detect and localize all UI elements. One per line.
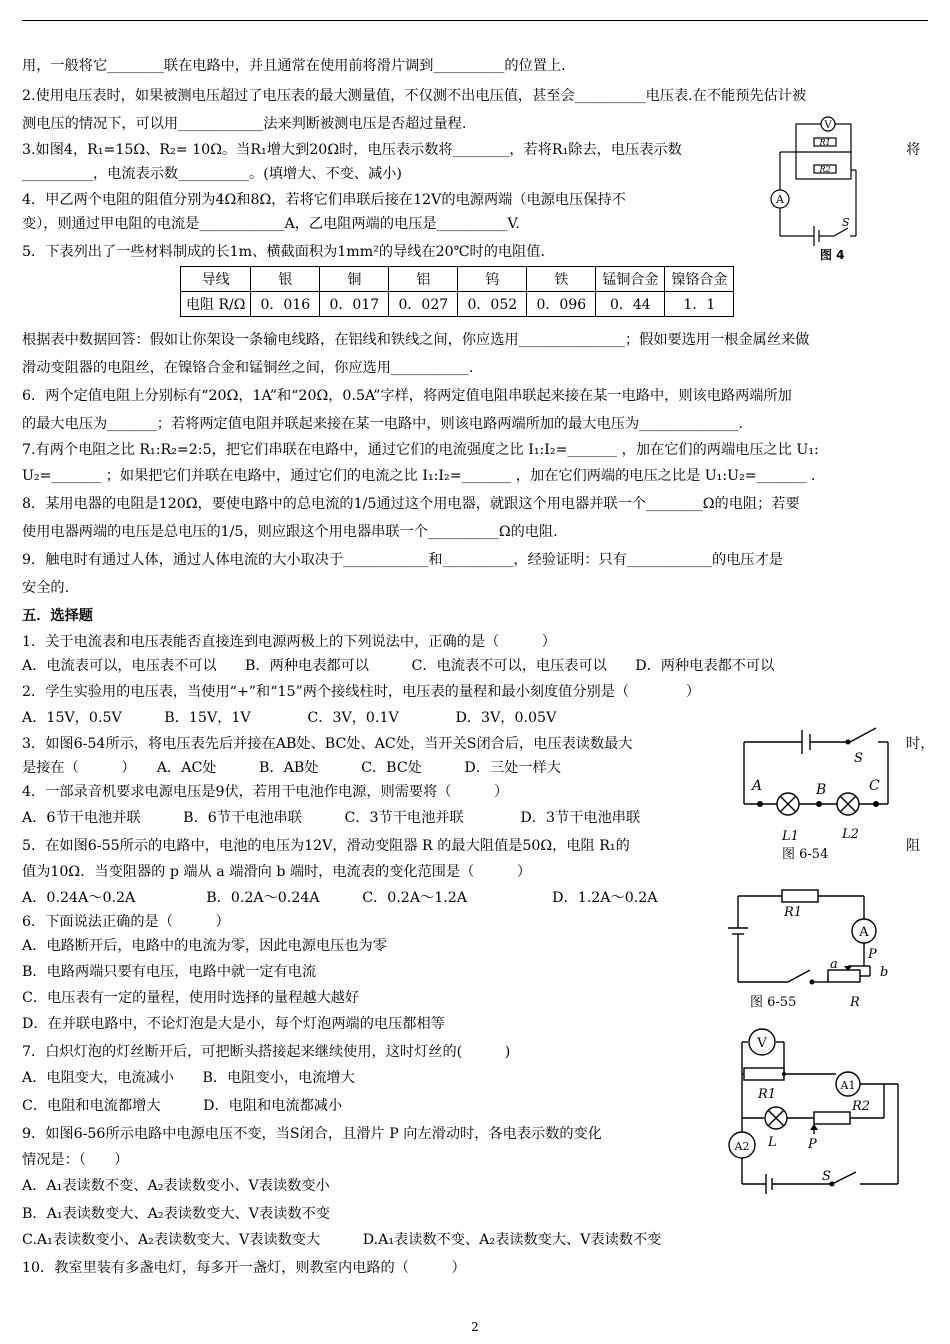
text-line: 9．触电时有通过人体，通过人体电流的大小取决于____________和__________，经验证明：只有____________的电压才是	[22, 552, 783, 568]
table-cell: 铝	[389, 267, 458, 292]
text-line: 安全的.	[22, 580, 70, 596]
end-a-label: a	[830, 957, 838, 972]
text-line: 3.如图4，R₁=15Ω、R₂= 10Ω。当R₁增大到20Ω时，电压表示数将________，若将R₁除去，电压表示数	[22, 142, 682, 158]
figure-6-54-circuit	[736, 722, 906, 862]
text-line: 测电压的情况下，可以用____________法来判断被测电压是否超过量程.	[22, 116, 467, 132]
text-line: 阻	[906, 838, 921, 854]
text-line: 值为10Ω．当变阻器的 p 端从 a 端滑向 b 端时，电流表的变化范围是（ ）	[22, 864, 532, 880]
text-line: 是接在（ ） A．AC处 B．AB处 C．BC处 D．三处一样大	[22, 760, 561, 776]
ammeter-label: A	[776, 193, 784, 206]
table-cell: 锰铜合金	[596, 267, 665, 292]
table-cell: 0．096	[527, 292, 596, 317]
ammeter-label: A	[859, 925, 869, 940]
ammeter-a1-label: A1	[840, 1079, 856, 1092]
text-line: __________，电流表示数__________。(填增大、不变、减小)	[22, 166, 402, 182]
r1-label: R1	[819, 138, 831, 147]
text-line: U₂=_______ ；如果把它们并联在电路中，通过它们的电流之比 I₁:I₂=_______ ，加在它们两端的电压之比是 U₁:U₂=_______ .	[22, 468, 816, 484]
text-line: C．电阻和电流都增大 D．电阻和电流都减小	[22, 1098, 343, 1114]
text-line: A．A₁表读数不变、A₂表读数变小、V表读数变小	[22, 1178, 330, 1194]
text-line: 根据表中数据回答：假如让你架设一条输电线路，在铝线和铁线之间，你应选用_______________；假如要选用一根金属丝来做	[22, 332, 810, 348]
text-line: 8．某用电器的电阻是120Ω，要使电路中的总电流的1/5通过这个用电器，就跟这个用电器并联一个________Ω的电阻；若要	[22, 496, 800, 512]
lamp-l2-label: L2	[842, 827, 859, 842]
resistance-table	[180, 266, 734, 317]
text-line: 将	[906, 142, 921, 158]
table-row	[181, 292, 734, 317]
end-b-label: b	[880, 965, 889, 980]
table-cell: 钨	[458, 267, 527, 292]
text-line: 2．学生实验用的电压表，当使用“+”和“15”两个接线柱时，电压表的量程和最小刻度值分别是（ ）	[22, 684, 701, 700]
text-line: 7．白炽灯泡的灯丝断开后，可把断头搭接起来继续使用，这时灯丝的( )	[22, 1044, 511, 1060]
header-rule	[22, 20, 928, 21]
slider-p-label: P	[868, 947, 877, 962]
table-cell: 银	[251, 267, 320, 292]
table-cell: 导线	[181, 267, 251, 292]
text-line: 时，	[906, 736, 935, 752]
switch-label: S	[822, 1169, 831, 1184]
slider-p-label: P	[808, 1137, 817, 1152]
text-line: 9．如图6-56所示电路中电源电压不变，当S闭合，且滑片 P 向左滑动时，各电表示数的变化	[22, 1126, 602, 1142]
text-line: A．15V，0.5V B．15V，1V C．3V，0.1V D．3V，0.05V	[22, 710, 557, 726]
lamp-label: L	[768, 1135, 777, 1150]
r2-label: R2	[819, 165, 831, 174]
switch-label: S	[854, 751, 863, 766]
text-line: A．电路断开后，电路中的电流为零，因此电源电压也为零	[22, 938, 387, 954]
text-line: 5．在如图6-55所示的电路中，电池的电压为12V，滑动变阻器 R 的最大阻值是50Ω，电阻 R₁的	[22, 838, 630, 854]
figure-6-55-circuit	[724, 884, 896, 1020]
voltmeter-label: V	[757, 1036, 767, 1051]
ammeter-a2-label: A2	[734, 1140, 750, 1153]
text-line: 2.使用电压表时，如果被测电压超过了电压表的最大测量值，不仅测不出电压值，甚至会__________电压表.在不能预先估计被	[22, 88, 807, 104]
text-line: 使用电器两端的电压是总电压的1/5，则应跟这个用电器串联一个__________Ω的电阻.	[22, 524, 558, 540]
table-cell: 0．44	[596, 292, 665, 317]
table-cell: 0．016	[251, 292, 320, 317]
label-a: A	[752, 778, 763, 794]
text-line: A．0.24A～0.2A B．0.2A～0.24A C．0.2A～1.2A D．1.2A～0.2A	[22, 890, 658, 906]
page-number: 2	[471, 1320, 479, 1334]
text-line: 用，一般将它________联在电路中，并且通常在使用前将滑片调到__________的位置上.	[22, 58, 566, 74]
figure-caption: 图 4	[820, 248, 845, 262]
figure-6-56-circuit	[714, 1024, 904, 1194]
text-line: C．电压表有一定的量程，使用时选择的量程越大越好	[22, 990, 360, 1006]
table-cell: 镍铬合金	[665, 267, 734, 292]
text-line: 1．关于电流表和电压表能否直接连到电源两极上的下列说法中，正确的是（ ）	[22, 634, 556, 650]
text-line: 6．下面说法正确的是（ ）	[22, 914, 230, 930]
table-header-row	[181, 267, 734, 292]
figure-caption: 图 6-54	[782, 847, 829, 862]
label-b: B	[816, 782, 827, 798]
voltmeter-label: V	[824, 120, 832, 131]
text-line: 4．甲乙两个电阻的阻值分别为4Ω和8Ω，若将它们串联后接在12V的电源两端（电源电压保持不	[22, 192, 626, 208]
r1-label: R1	[758, 1087, 777, 1102]
table-cell: 电阻 R/Ω	[181, 292, 251, 317]
text-line: D．在并联电路中，不论灯泡是大是小，每个灯泡两端的电压都相等	[22, 1016, 445, 1032]
r1-label: R1	[784, 905, 803, 920]
table-cell: 0．017	[320, 292, 389, 317]
text-line: 滑动变阻器的电阻丝，在镍铬合金和锰铜丝之间，你应选用___________.	[22, 360, 474, 376]
text-line: A．6节干电池并联 B．6节干电池串联 C．3节干电池并联 D．3节干电池串联	[22, 810, 641, 826]
lamp-l1-label: L1	[782, 829, 799, 844]
figure-caption: 图 6-55	[750, 995, 797, 1010]
text-line: 变），则通过甲电阻的电流是____________A，乙电阻两端的电压是__________V.	[22, 216, 520, 232]
text-line: 5．下表列出了一些材料制成的长1m、横截面积为1mm²的导线在20℃时的电阻值.	[22, 244, 545, 260]
text-line: 7.有两个电阻之比 R₁:R₂=2:5，把它们串联在电路中，通过它们的电流强度之比 I₁:I₂=_______ ，加在它们的两端电压之比 U₁:	[22, 442, 819, 458]
text-line: 3．如图6-54所示，将电压表先后并接在AB处、BC处、AC处，当开关S闭合后，电压表读数最大	[22, 736, 633, 752]
text-line: B．电路两端只要有电压，电路中就一定有电流	[22, 964, 317, 980]
label-c: C	[869, 778, 880, 794]
text-line: A．电流表可以，电压表不可以 B．两种电表都可以 C．电流表不可以，电压表可以 D．两种电表都不可以	[22, 658, 775, 674]
rheostat-label: R	[850, 995, 860, 1010]
r2-label: R2	[852, 1099, 871, 1114]
table-cell: 0．027	[389, 292, 458, 317]
text-line: 情况是：（ ）	[22, 1152, 129, 1168]
text-line: C.A₁表读数变小、A₂表读数变大、V表读数变大 D.A₁表读数不变、A₂表读数变大、V表读数不变	[22, 1232, 662, 1248]
text-line: B．A₁表读数变大、A₂表读数变大、V表读数不变	[22, 1206, 330, 1222]
text-line: 6．两个定值电阻上分别标有“20Ω，1A”和“20Ω，0.5A”字样，将两定值电阻串联起来接在某一电路中，则该电路两端所加	[22, 388, 792, 404]
text-line: 10．教室里装有多盏电灯，每多开一盏灯，则教室内电路的（ ）	[22, 1260, 466, 1276]
figure-4-circuit	[766, 112, 858, 264]
text-line: 五．选择题	[22, 608, 93, 624]
text-line: A．电阻变大，电流减小 B．电阻变小，电流增大	[22, 1070, 355, 1086]
table-cell: 铁	[527, 267, 596, 292]
table-cell: 铜	[320, 267, 389, 292]
text-line: 的最大电压为_______；若将两定值电阻并联起来接在某一电路中，则该电路两端所加的最大电压为______________.	[22, 416, 743, 432]
switch-label: S	[842, 216, 850, 229]
table-cell: 1．1	[665, 292, 734, 317]
table-cell: 0．052	[458, 292, 527, 317]
text-line: 4．一部录音机要求电源电压是9伏，若用干电池作电源，则需要将（ ）	[22, 784, 509, 800]
